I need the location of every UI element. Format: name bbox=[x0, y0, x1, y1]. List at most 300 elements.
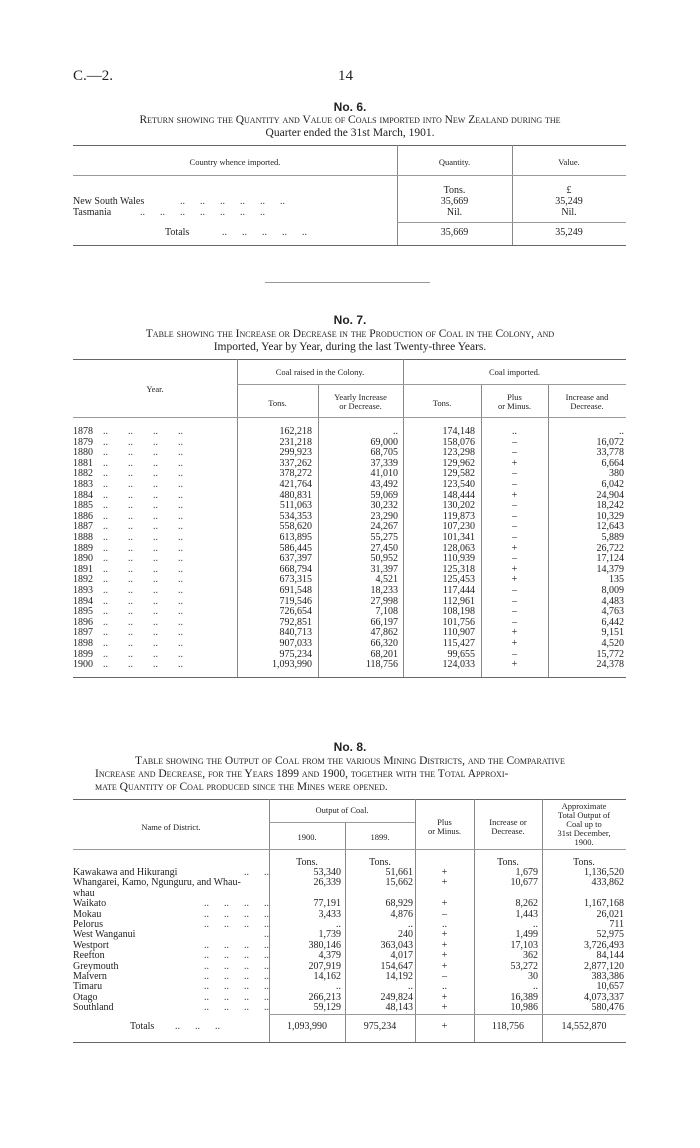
table7-import-change: 380 bbox=[609, 468, 624, 480]
table8-output-1900: 26,339 bbox=[313, 877, 341, 889]
table8-total-output: 1,136,520 bbox=[584, 867, 624, 878]
table-row: .. .. Kawakawa and Hikurangi 53,340 51,661 + 1,679 1,136,520 bbox=[73, 867, 624, 878]
table8-output-1899: 68,929 bbox=[385, 898, 413, 910]
table-row: .. .. .. .. 1883 421,764 43,492 123,540 – 6,042 bbox=[73, 479, 624, 490]
table7-sign: – bbox=[512, 532, 517, 543]
table7-year: 1900 bbox=[73, 659, 93, 671]
table8-col-total-5: 1900. bbox=[574, 837, 594, 847]
table-row: .. .. .. .. 1894 719,546 27,998 112,961 – 4,483 bbox=[73, 595, 624, 607]
table8-col-1900: 1900. bbox=[297, 832, 317, 842]
table-row: .. .. .. .. Timaru .. .. .. .. 10,657 bbox=[73, 981, 624, 993]
table7-tons-raised: 726,654 bbox=[279, 606, 312, 618]
table8-output-1899: 4,017 bbox=[390, 950, 413, 962]
table7-tons-imported: 112,961 bbox=[442, 595, 475, 607]
table8-output-1899: 249,824 bbox=[380, 991, 413, 1003]
table8-output-1899: 154,647 bbox=[380, 960, 413, 972]
table7-tons-imported: 128,063 bbox=[442, 542, 475, 554]
table7-sign: + bbox=[511, 659, 518, 671]
table7-tons-raised: 337,262 bbox=[279, 457, 312, 469]
table7-tons-imported: 110,907 bbox=[442, 627, 475, 639]
table8-output-1899: 4,876 bbox=[390, 908, 413, 920]
table8-group-output: Output of Coal. bbox=[315, 805, 369, 815]
table7-sign: – bbox=[512, 616, 517, 628]
table6-totals-value: 35,249 bbox=[555, 227, 583, 238]
table6-quantity: Nil. bbox=[446, 207, 463, 218]
table7-year: 1892 bbox=[73, 574, 93, 586]
table7-import-change: 4,520 bbox=[601, 638, 624, 649]
table7-yearly-change: 43,492 bbox=[370, 479, 398, 490]
table7-tons-imported: 130,202 bbox=[442, 500, 475, 512]
table8-district: Southland bbox=[73, 1002, 114, 1014]
table-row: .. .. .. .. Reefton 4,379 4,017 + 362 84,144 bbox=[73, 950, 624, 962]
table7-sign: + bbox=[511, 489, 518, 501]
table7-import-change: 24,904 bbox=[596, 489, 624, 501]
table8-sign: + bbox=[441, 950, 448, 962]
table-row: .. .. .. .. 1882 378,272 41,010 129,582 – 380 bbox=[73, 468, 624, 480]
table8-col-total-4: 31st December, bbox=[557, 828, 611, 838]
table7-tons-imported: 125,453 bbox=[442, 574, 475, 586]
table-row: .. .. .. .. Malvern 14,162 14,192 – 30 383,386 bbox=[73, 971, 624, 982]
table7-tons-raised: 1,093,990 bbox=[272, 659, 312, 671]
table8-district: Greymouth bbox=[73, 960, 119, 972]
table7-tons-imported: 115,427 bbox=[442, 638, 475, 649]
table-row: .. .. .. .. 1893 691,548 18,233 117,444 – 8,009 bbox=[73, 585, 624, 596]
table8-district: Timaru bbox=[73, 981, 103, 993]
table7-year: 1886 bbox=[73, 510, 93, 522]
page-reference: C.—2. bbox=[73, 68, 114, 84]
table8-totals-label: Totals bbox=[130, 1021, 155, 1032]
table7-import-change: 24,378 bbox=[596, 659, 624, 671]
table7-year: 1899 bbox=[73, 648, 93, 660]
table8-total-output: 26,021 bbox=[596, 908, 624, 920]
table-row: .. .. .. .. 1896 792,851 66,197 101,756 – 6,442 bbox=[73, 616, 624, 628]
table8-unit-1900: Tons. bbox=[296, 857, 318, 868]
table8-district: Reefton bbox=[73, 950, 105, 962]
table-row: .. .. .. .. 1899 975,234 68,201 99,655 – 15,772 bbox=[73, 648, 624, 660]
table8-change: 10,677 bbox=[510, 877, 538, 889]
table8-col-total-1: Approximate bbox=[561, 801, 607, 811]
table7-tons-raised: 480,831 bbox=[279, 489, 312, 501]
table6-country: New South Wales bbox=[73, 196, 145, 207]
table7-number: No. 7. bbox=[333, 313, 367, 327]
table7-yearly-change: 24,267 bbox=[370, 521, 398, 533]
table8-col-total-3: Coal up to bbox=[566, 819, 602, 829]
table-row: .. .. .. .. 1891 668,794 31,397 125,318 + 14,379 bbox=[73, 563, 624, 575]
table7-tons-imported: 101,756 bbox=[442, 616, 475, 628]
table7-yearly-change: 59,069 bbox=[370, 489, 398, 501]
table-row: .. .. .. .. Waikato 77,191 68,929 + 8,262 1,167,168 bbox=[73, 898, 624, 910]
table7-year: 1895 bbox=[73, 606, 93, 618]
table7-tons-raised: 613,895 bbox=[279, 532, 312, 543]
table-row: .. .. .. .. 1892 673,315 4,521 125,453 + 135 bbox=[73, 574, 624, 586]
table7-sign: – bbox=[512, 648, 517, 660]
table-row: .. .. .. .. 1885 511,063 30,232 130,202 – 18,242 bbox=[73, 500, 624, 512]
table8-totals-total: 14,552,870 bbox=[561, 1021, 607, 1032]
table8-output-1899: 48,143 bbox=[385, 1002, 413, 1014]
table7-yearly-change: 68,201 bbox=[370, 648, 398, 660]
table7-import-change: 26,722 bbox=[596, 542, 624, 554]
table6-value: 35,249 bbox=[555, 196, 583, 207]
table6-title-line1: Return showing the Quantity and Value of Coals imported into New Zealand during the bbox=[139, 114, 561, 126]
table8-output-1900: 77,191 bbox=[313, 898, 341, 910]
table7-col-tons: Tons. bbox=[268, 398, 287, 408]
table7-tons-raised: 637,397 bbox=[279, 553, 312, 565]
table7-tons-raised: 907,033 bbox=[279, 638, 312, 649]
table8-sign: + bbox=[441, 1002, 448, 1014]
table7-sign: – bbox=[512, 479, 517, 490]
table7-import-change: 6,664 bbox=[601, 457, 624, 469]
table7-yearly-change: 55,275 bbox=[370, 532, 398, 543]
table7-import-change: 8,009 bbox=[601, 585, 624, 596]
table7-sign: + bbox=[511, 542, 518, 554]
table7-yearly-change: 41,010 bbox=[370, 468, 398, 480]
table7-tons-imported: 124,033 bbox=[442, 659, 475, 671]
page-number: 14 bbox=[338, 68, 353, 84]
table7-tons-raised: 719,546 bbox=[279, 595, 312, 607]
table7-tons-raised: 558,620 bbox=[279, 521, 312, 533]
table7-import-change: 10,329 bbox=[596, 510, 624, 522]
table8-total-output: 4,073,337 bbox=[584, 991, 624, 1003]
table7-import-change: 18,242 bbox=[596, 500, 624, 512]
table7-sign: – bbox=[512, 595, 517, 607]
table7-sign: + bbox=[511, 574, 518, 586]
table8-output-1899: 240 bbox=[398, 929, 413, 941]
table7-col-plus-2: or Minus. bbox=[497, 401, 532, 411]
table6-unit-quantity: Tons. bbox=[443, 185, 466, 196]
table7-sign: – bbox=[512, 553, 517, 565]
table7-title-line2: Imported, Year by Year, during the last Twenty-three Years. bbox=[213, 341, 487, 353]
table8-output-1900: 14,162 bbox=[313, 971, 341, 982]
table7-year: 1898 bbox=[73, 638, 93, 649]
table7-tons-imported: 129,582 bbox=[442, 468, 475, 480]
table8-totals-sign: + bbox=[441, 1021, 448, 1032]
table8-col-district: Name of District. bbox=[141, 822, 201, 832]
table8-sign: + bbox=[441, 877, 448, 889]
table8-output-1900: 59,129 bbox=[313, 1002, 341, 1014]
table7-import-change: 4,763 bbox=[601, 606, 624, 618]
table8-change: 362 bbox=[523, 950, 538, 962]
table6-quantity: 35,669 bbox=[440, 196, 469, 207]
table8-col-total-2: Total Output of bbox=[557, 810, 611, 820]
table8-change: .. bbox=[533, 919, 538, 930]
table7-tons-raised: 299,923 bbox=[279, 447, 312, 459]
table7-tons-imported: 117,444 bbox=[442, 585, 475, 596]
table8-change: 30 bbox=[528, 971, 538, 982]
table7-yearly-change: 30,232 bbox=[370, 500, 398, 512]
table-row: .. .. .. .. Southland 59,129 48,143 + 10,986 580,476 bbox=[73, 1002, 624, 1014]
table7-year: 1884 bbox=[73, 489, 93, 501]
table7-import-change: 33,778 bbox=[596, 447, 624, 459]
table7-yearly-change: 7,108 bbox=[375, 606, 398, 618]
table6-totals-label: Totals bbox=[165, 227, 190, 238]
table7-tons-raised: 534,353 bbox=[279, 510, 312, 522]
table7-tons-imported: 125,318 bbox=[442, 563, 475, 575]
table8-col-plus-2: or Minus. bbox=[427, 826, 462, 836]
table7-year: 1878 bbox=[73, 426, 93, 437]
table6-totals-quantity: 35,669 bbox=[440, 227, 469, 238]
table8-sign: + bbox=[441, 960, 448, 972]
table7-title-line1: Table showing the Increase or Decrease in the Production of Coal in the Colony, and bbox=[145, 328, 555, 340]
table7-import-change: 5,889 bbox=[601, 532, 624, 543]
table-row: .. .. .. .. Otago 266,213 249,824 + 16,389 4,073,337 bbox=[73, 991, 624, 1003]
table8-output-1900: .. bbox=[336, 981, 341, 993]
table8-title-line3: mate Quantity of Coal produced since the Mines were opened. bbox=[95, 781, 388, 793]
table8-output-1900: 380,146 bbox=[308, 939, 341, 951]
table7-sign: – bbox=[512, 606, 517, 618]
table8-district: Malvern bbox=[73, 971, 107, 982]
table-row: .. .. .. .. 1881 337,262 37,339 129,962 + 6,664 bbox=[73, 457, 624, 469]
table7-import-change: 16,072 bbox=[596, 436, 624, 448]
table7-sign: – bbox=[512, 510, 517, 522]
table8-output-1899: 14,192 bbox=[385, 971, 413, 982]
table7-sign: – bbox=[512, 500, 517, 512]
table8-total-output: 711 bbox=[609, 919, 624, 930]
table7-import-change: 17,124 bbox=[596, 553, 624, 565]
table7-tons-imported: 119,873 bbox=[442, 510, 475, 522]
table8-output-1899: 15,662 bbox=[385, 877, 413, 889]
table7-col-incdec-2: Decrease. bbox=[570, 401, 604, 411]
table7-yearly-change: 37,339 bbox=[370, 457, 398, 469]
table8-change: 10,986 bbox=[510, 1002, 538, 1014]
table8-district: Kawakawa and Hikurangi bbox=[73, 867, 178, 878]
table8-col-incdec-1: Increase or bbox=[489, 817, 527, 827]
table7-year: 1888 bbox=[73, 532, 93, 543]
table7-yearly-change: 50,952 bbox=[370, 553, 398, 565]
table7-tons-imported: 123,298 bbox=[442, 447, 475, 459]
table7-tons-raised: 511,063 bbox=[279, 500, 312, 512]
table7-tons-raised: 673,315 bbox=[279, 574, 312, 586]
table6-number: No. 6. bbox=[333, 100, 367, 114]
table7-tons-raised: 586,445 bbox=[279, 542, 312, 554]
table7-group-raised: Coal raised in the Colony. bbox=[275, 367, 365, 377]
table8-total-output: 2,877,120 bbox=[584, 960, 624, 972]
table8-district: West Wanganui bbox=[73, 929, 136, 941]
table7-year: 1887 bbox=[73, 521, 93, 533]
table7-col-yearly-2: or Decrease. bbox=[339, 401, 382, 411]
table-row: .. .. .. .. 1879 231,218 69,000 158,076 – 16,072 bbox=[73, 436, 624, 448]
table7-col-year: Year. bbox=[146, 384, 164, 394]
table6-title-line2: Quarter ended the 31st March, 1901. bbox=[265, 127, 435, 139]
table8-sign: + bbox=[441, 898, 448, 910]
table7-yearly-change: 118,756 bbox=[365, 659, 398, 671]
table7-year: 1896 bbox=[73, 616, 93, 628]
table7-col-incdec-1: Increase and bbox=[565, 392, 609, 402]
table8-change: 1,679 bbox=[515, 867, 538, 878]
table7-import-change: 4,483 bbox=[601, 595, 624, 607]
table8-output-1900: 3,433 bbox=[318, 908, 341, 920]
table7-year: 1889 bbox=[73, 542, 93, 554]
table8-change: 17,103 bbox=[510, 939, 538, 951]
table8-change: 1,443 bbox=[515, 908, 538, 920]
table7-tons-raised: 231,218 bbox=[279, 436, 312, 448]
table7-yearly-change: 23,290 bbox=[370, 510, 398, 522]
table8-sign: + bbox=[441, 929, 448, 941]
table-row: .. .. .. .. 1887 558,620 24,267 107,230 – 12,643 bbox=[73, 521, 624, 533]
table8-output-1900: 4,379 bbox=[318, 950, 341, 962]
table7-yearly-change: 47,862 bbox=[370, 627, 398, 639]
table8-district: Otago bbox=[73, 991, 98, 1003]
table7-sign: – bbox=[512, 585, 517, 596]
table7-col-tons2: Tons. bbox=[432, 398, 452, 408]
table8-output-1899: .. bbox=[408, 981, 413, 993]
table8-output-1900: .. bbox=[336, 919, 341, 930]
table7-tons-imported: 129,962 bbox=[442, 457, 475, 469]
section-divider bbox=[265, 282, 430, 283]
table8-col-incdec-2: Decrease. bbox=[491, 826, 525, 836]
table7-import-change: 9,151 bbox=[601, 627, 624, 639]
table6-value: Nil. bbox=[561, 207, 577, 218]
table6-col-quantity: Quantity. bbox=[438, 157, 471, 167]
table8-output-1900: 266,213 bbox=[308, 991, 341, 1003]
table-row: .. .. .. .. 1895 726,654 7,108 108,198 – 4,763 bbox=[73, 606, 624, 618]
table8-total-output: 3,726,493 bbox=[584, 939, 624, 951]
table8-sign: – bbox=[442, 971, 447, 982]
table7-yearly-change: 4,521 bbox=[375, 574, 398, 586]
table7-tons-imported: 99,655 bbox=[447, 648, 475, 660]
table7-sign: + bbox=[511, 457, 518, 469]
table7-sign: + bbox=[511, 627, 518, 639]
table8-totals-1900: 1,093,990 bbox=[287, 1021, 327, 1032]
table8-district: Westport bbox=[73, 939, 109, 951]
table8-title-line1: Table showing the Output of Coal from the various Mining Districts, and the Comparative bbox=[135, 755, 565, 767]
table7-year: 1885 bbox=[73, 500, 93, 512]
table7-sign: – bbox=[512, 468, 517, 480]
table8-title-line2: Increase and Decrease, for the Years 1899 and 1900, together with the Total Approxi- bbox=[95, 768, 509, 780]
table-row: .. .. .. .. 1889 586,445 27,450 128,063 + 26,722 bbox=[73, 542, 624, 554]
table7-tons-raised: 668,794 bbox=[279, 563, 312, 575]
table7-yearly-change: .. bbox=[393, 426, 398, 437]
table8-sign: + bbox=[441, 991, 448, 1003]
table8-total-output: 10,657 bbox=[596, 981, 624, 993]
table-row: .. .. .. .. Westport 380,146 363,043 + 17,103 3,726,493 bbox=[73, 939, 624, 951]
table6-country: Tasmania bbox=[73, 207, 112, 218]
table8-unit-1899: Tons. bbox=[369, 857, 391, 868]
table7-import-change: 14,379 bbox=[596, 563, 624, 575]
table8-output-1900: 53,340 bbox=[313, 867, 341, 878]
table7-tons-imported: 101,341 bbox=[442, 532, 475, 543]
table8-output-1899: .. bbox=[408, 919, 413, 930]
table-row: .. .. .. .. 1897 840,713 47,862 110,907 + 9,151 bbox=[73, 627, 624, 639]
table7-year: 1890 bbox=[73, 553, 93, 565]
table8-district: Pelorus bbox=[73, 919, 103, 930]
table7-yearly-change: 68,705 bbox=[370, 447, 398, 459]
table7-year: 1883 bbox=[73, 479, 93, 490]
table7-yearly-change: 69,000 bbox=[370, 436, 398, 448]
table7-tons-raised: 792,851 bbox=[279, 616, 312, 628]
table8-district: Mokau bbox=[73, 908, 102, 920]
table6-col-country: Country whence imported. bbox=[189, 157, 281, 167]
table7-import-change: 6,042 bbox=[601, 479, 624, 490]
table7-sign: – bbox=[512, 521, 517, 533]
table-row: .. .. .. .. 1888 613,895 55,275 101,341 – 5,889 bbox=[73, 532, 624, 543]
table8-change: 16,389 bbox=[510, 991, 538, 1003]
table-row bbox=[73, 889, 626, 900]
table7-tons-imported: 108,198 bbox=[442, 606, 475, 618]
table7-year: 1880 bbox=[73, 447, 93, 459]
table7-tons-raised: 975,234 bbox=[279, 648, 312, 660]
table7-import-change: 6,442 bbox=[601, 616, 624, 628]
table-row: .. .. .. .. Greymouth 207,919 154,647 + 53,272 2,877,120 bbox=[73, 960, 624, 972]
table7-year: 1897 bbox=[73, 627, 93, 639]
table7-yearly-change: 66,197 bbox=[370, 616, 398, 628]
table7-year: 1879 bbox=[73, 436, 93, 448]
table-row: .. .. .. .. 1884 480,831 59,069 148,444 + 24,904 bbox=[73, 489, 624, 501]
table-row: .. .. .. .. 1880 299,923 68,705 123,298 – 33,778 bbox=[73, 447, 624, 459]
table7-import-change: 135 bbox=[609, 574, 624, 586]
table7-tons-raised: 378,272 bbox=[279, 468, 312, 480]
table7-tons-raised: 162,218 bbox=[279, 426, 312, 437]
table7-tons-imported: 148,444 bbox=[442, 489, 475, 501]
table-row: .. .. .. .. 1900 1,093,990 118,756 124,033 + 24,378 bbox=[73, 659, 624, 671]
table8-sign: + bbox=[441, 867, 448, 878]
table-row: .. .. .. .. 1890 637,397 50,952 110,939 – 17,124 bbox=[73, 553, 624, 565]
table7-group-imported: Coal imported. bbox=[489, 367, 540, 377]
table7-tons-imported: 158,076 bbox=[442, 436, 475, 448]
table8-output-1899: 363,043 bbox=[380, 939, 413, 951]
table8-change: 53,272 bbox=[510, 960, 538, 972]
table-row: .. .. .. .. 1898 907,033 66,320 115,427 + 4,520 bbox=[73, 638, 624, 649]
table7-tons-imported: 107,230 bbox=[442, 521, 475, 533]
table8-output-1900: 1,739 bbox=[318, 929, 341, 941]
table8-total-output: 1,167,168 bbox=[584, 898, 624, 910]
table8-total-output: 383,386 bbox=[591, 971, 624, 982]
table7-tons-imported: 174,148 bbox=[442, 426, 475, 437]
table8-total-output: 84,144 bbox=[596, 950, 624, 962]
table8-number: No. 8. bbox=[333, 740, 367, 754]
table8-district: whau bbox=[73, 887, 95, 899]
table7-tons-imported: 110,939 bbox=[442, 553, 475, 565]
table8-change: .. bbox=[533, 981, 538, 993]
table7-sign: – bbox=[512, 436, 517, 448]
table8-output-1900: 207,919 bbox=[308, 960, 341, 972]
table8-sign: + bbox=[441, 939, 448, 951]
table6-top-rule bbox=[73, 145, 626, 146]
table7-sign: + bbox=[511, 638, 518, 649]
table8-district: Waikato bbox=[73, 898, 107, 910]
table8-totals-1899: 975,234 bbox=[363, 1021, 397, 1032]
table7-year: 1894 bbox=[73, 595, 93, 607]
table7-tons-raised: 421,764 bbox=[279, 479, 312, 490]
table8-sign: – bbox=[442, 908, 447, 920]
table8-unit-total: Tons. bbox=[573, 857, 595, 868]
table7-tons-imported: 123,540 bbox=[442, 479, 475, 490]
table-row: .. .. .. .. Pelorus .. .. .. .. 711 bbox=[73, 919, 624, 930]
table7-year: 1891 bbox=[73, 563, 93, 575]
table-row bbox=[73, 878, 626, 889]
table8-col-plus-1: Plus bbox=[437, 817, 452, 827]
table7-tons-raised: 840,713 bbox=[279, 627, 312, 639]
table6-unit-value: £ bbox=[566, 185, 572, 196]
table7-import-change: 15,772 bbox=[596, 648, 624, 660]
table8-total-output: 433,862 bbox=[591, 877, 624, 889]
table8-district: Whangarei, Kamo, Ngunguru, and Whau- bbox=[73, 877, 241, 889]
table7-yearly-change: 31,397 bbox=[370, 563, 398, 575]
table7-yearly-change: 27,450 bbox=[370, 542, 398, 554]
table7-year: 1893 bbox=[73, 585, 93, 596]
table7-col-yearly-1: Yearly Increase bbox=[334, 392, 387, 402]
table8-unit-incdec: Tons. bbox=[497, 857, 519, 868]
table8-output-1899: 51,661 bbox=[385, 867, 413, 878]
table7-tons-raised: 691,548 bbox=[279, 585, 312, 596]
table7-year: 1882 bbox=[73, 468, 93, 480]
table8-total-output: 52,975 bbox=[596, 929, 624, 941]
table7-import-change: .. bbox=[619, 426, 624, 437]
table8-change: 8,262 bbox=[515, 898, 538, 910]
table7-sign: – bbox=[512, 447, 517, 459]
table-row: .. West Wanganui 1,739 240 + 1,499 52,975 bbox=[73, 929, 624, 941]
table7-yearly-change: 66,320 bbox=[370, 638, 398, 649]
table-row: .. .. .. .. 1886 534,353 23,290 119,873 – 10,329 bbox=[73, 510, 624, 522]
